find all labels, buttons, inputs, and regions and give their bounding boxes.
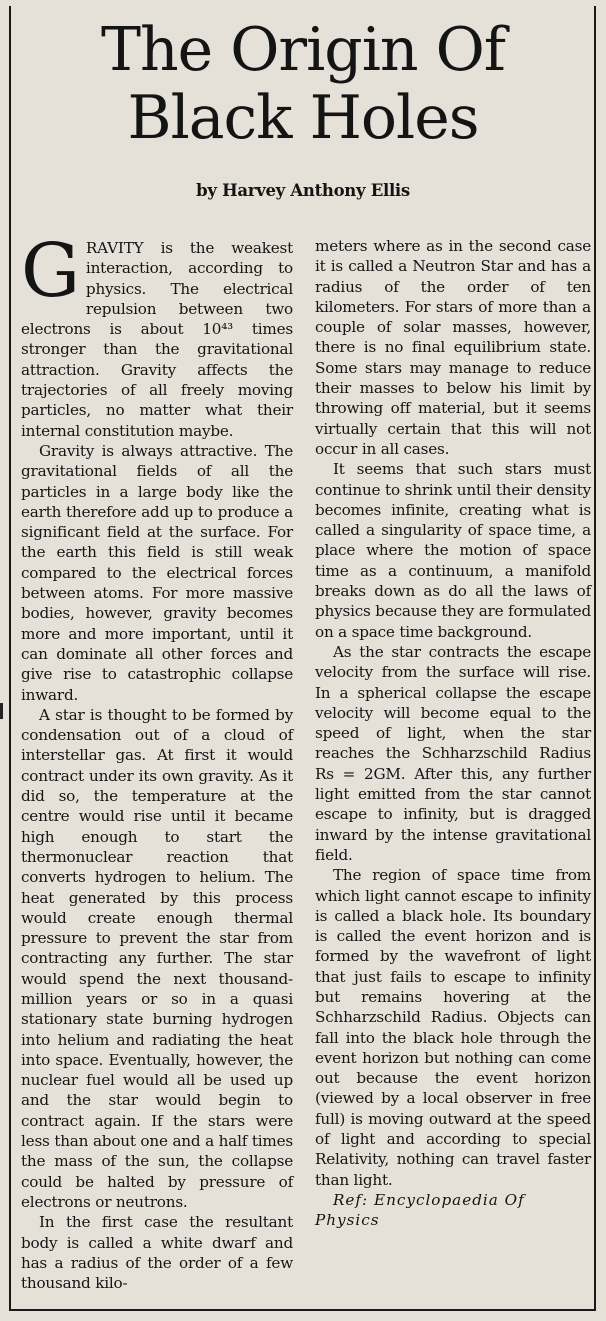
article-title <box>0 16 606 152</box>
title-line-1: The Origin Of <box>100 15 505 85</box>
paragraph: In the first case the resultant body is called a white dwarf and has a radius of the order of a few thousand kilo- <box>21 1213 293 1293</box>
paragraph: A star is thought to be formed by condensation out of a cloud of interstellar gas. At first it would contract under its own gravity. As it did so, the temperature at the centre would rise until it became high enough to start the thermonuclear reaction that converts hydrogen to helium. The heat generated by this process would create enough thermal pressure to prevent the star from contracting any further. The star would spend the next thousand-million years or so in a quasi stationary state burning hydrogen into helium and radiating the heat into space. Eventually, however, the nuclear fuel would all be used up and the star would begin to contract again. If the stars were less than about one and a half times the mass of the sun, the collapse could be halted by pressure of electrons or neutrons. <box>21 705 293 1211</box>
paragraph: meters where as in the second case it is called a Neutron Star and has a radius of the order of ten kilometers. For stars of more than a couple of solar masses, however, there is no final equilibrium state. Some stars may manage to reduce their masses to below his limit by throwing off material, but it seems virtually certain that this will not occur in all cases. <box>315 237 591 458</box>
paragraph <box>21 228 293 441</box>
column-left <box>21 228 293 1293</box>
drop-cap: G <box>21 228 80 314</box>
paragraph-text: RAVITY is the weakest interaction, according to physics. The electrical repulsion between two electrons is about 10⁴³ times stronger than the gravitational attraction. Gravity affects the trajectories of all freely moving particles, no matter what their internal constitution maybe. <box>21 239 293 440</box>
paragraph: Gravity is always attractive. The gravitational fields of all the particles in a large body like the earth therefore add up to produce a significant field at the surface. For the earth this field is still weak compared to the electrical forces between atoms. For more massive bodies, however, gravity becomes more and more important, until it can dominate all other forces and give rise to catastrophic collapse inward. <box>21 441 293 704</box>
margin-mark <box>0 703 3 719</box>
column-right <box>315 236 591 1231</box>
byline: by Harvey Anthony Ellis <box>196 181 410 200</box>
paragraph: The region of space time from which light cannot escape to infinity is called a black hole. Its boundary is called the event horizon and is formed by the wavefront of light that just fails to escape to infinity but remains hovering at the Schharzschild Radius. Objects can fall into the black hole through the event horizon but nothing can come out because the event horizon (viewed by a local observer in free full) is moving outward at the speed of light and according to special Relativity, nothing can travel faster than light. <box>315 866 591 1189</box>
reference: Ref: Encyclopaedia Of Physics <box>315 1190 525 1230</box>
title-line-2: Black Holes <box>127 83 479 153</box>
paragraph: It seems that such stars must continue to shrink until their density becomes infinite, creating what is called a singularity of space time, a place where the motion of space time as a continuum, a manifold breaks down as do all the laws of physics because they are formulated on a space time background. <box>315 460 591 641</box>
paragraph: As the star contracts the escape velocity from the surface will rise. In a spherical collapse the escape velocity will become equal to the speed of light, when the star reaches the Schharzschild Radius Rs = 2GM. After this, any further light emitted from the star cannot escape to infinity, but is dragged inward by the intense gravitational field. <box>315 642 591 864</box>
